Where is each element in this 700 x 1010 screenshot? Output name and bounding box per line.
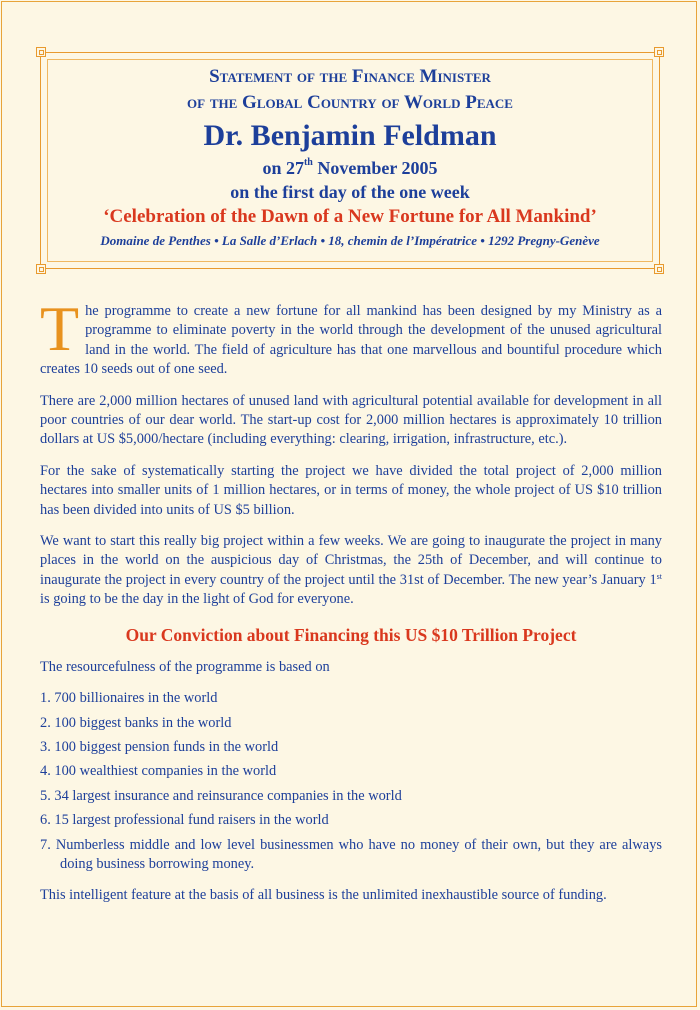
header-title-line1: Statement of the Finance Minister	[209, 66, 491, 87]
paragraph-3: For the sake of systematically starting the project we have divided the total project of 2,000 million hectares into smaller units of 1 million hectares, or in terms of money, the whole project of US $10 trillion has been divided into units of US $5 billion.	[40, 462, 662, 518]
paragraph-2: There are 2,000 million hectares of unused land with agricultural potential available for development in all poor countries of our dear world. The start-up cost for 2,000 million hectares is approximately 10 trillion dollars at US $5,000/hectare (including everything: clearing, irrigation, infrastructure, etc.).	[40, 392, 662, 448]
frame-corner-ornament	[654, 47, 664, 57]
statement-week: on the first day of the one week	[230, 182, 470, 202]
statement-body	[40, 293, 662, 918]
celebration-title: ‘Celebration of the Dawn of a New Fortune for All Mankind’	[103, 206, 597, 227]
paragraph-1-text: he programme to create a new fortune for all mankind has been designed by my Ministry as a programme to eliminate poverty in the world through the development of the unused agricultural land in the world. The field of agriculture has that one marvellous and bountiful procedure which creates 10 seeds out of one seed.	[40, 303, 662, 378]
list-item: 4. 100 wealthiest companies in the world	[40, 763, 277, 780]
drop-cap: T	[40, 293, 80, 364]
frame-corner-ornament	[36, 264, 46, 274]
date-prefix: on 27	[262, 158, 304, 178]
date-suffix: November 2005	[312, 158, 438, 178]
frame-corner-ornament	[36, 47, 46, 57]
paragraph-4	[40, 532, 662, 610]
statement-header	[55, 64, 645, 252]
list-item: 7. Numberless middle and low level businessmen who have no money of their own, but they are always doing business borrowing money.	[40, 836, 662, 872]
frame-corner-ornament	[654, 264, 664, 274]
list-item: 2. 100 biggest banks in the world	[40, 714, 232, 731]
paragraph-4-text-b: is going to be the day in the light of God for everyone.	[40, 591, 354, 608]
funding-sources-list	[40, 689, 662, 874]
header-title-line2: of the Global Country of World Peace	[187, 92, 513, 113]
paragraph-1	[40, 293, 662, 380]
list-item: 3. 100 biggest pension funds in the world	[40, 738, 279, 755]
closing-paragraph: This intelligent feature at the basis of all business is the unlimited inexhaustible source of funding.	[40, 887, 607, 904]
paragraph-4-text-a: We want to start this really big project within a few weeks. We are going to inaugurate the project in many places in the world on the auspicious day of Christmas, the 25th of December, and will continue to inaugurate the project in every country of the project until the 31st of December. The new year’s January 1	[40, 533, 662, 588]
list-item: 6. 15 largest professional fund raisers in the world	[40, 812, 329, 829]
section-title: Our Conviction about Financing this US $10 Trillion Project	[125, 624, 577, 645]
paragraph-4-ordinal: st	[656, 571, 662, 581]
section-intro: The resourcefulness of the programme is based on	[40, 658, 330, 675]
statement-date	[55, 156, 645, 180]
minister-name: Dr. Benjamin Feldman	[203, 119, 497, 152]
venue-address: Domaine de Penthes • La Salle d’Erlach • 18, chemin de l’Impératrice • 1292 Pregny-Genève	[100, 233, 600, 248]
list-item: 5. 34 largest insurance and reinsurance companies in the world	[40, 787, 402, 804]
list-item: 1. 700 billionaires in the world	[40, 690, 218, 707]
date-ordinal: th	[303, 157, 313, 168]
